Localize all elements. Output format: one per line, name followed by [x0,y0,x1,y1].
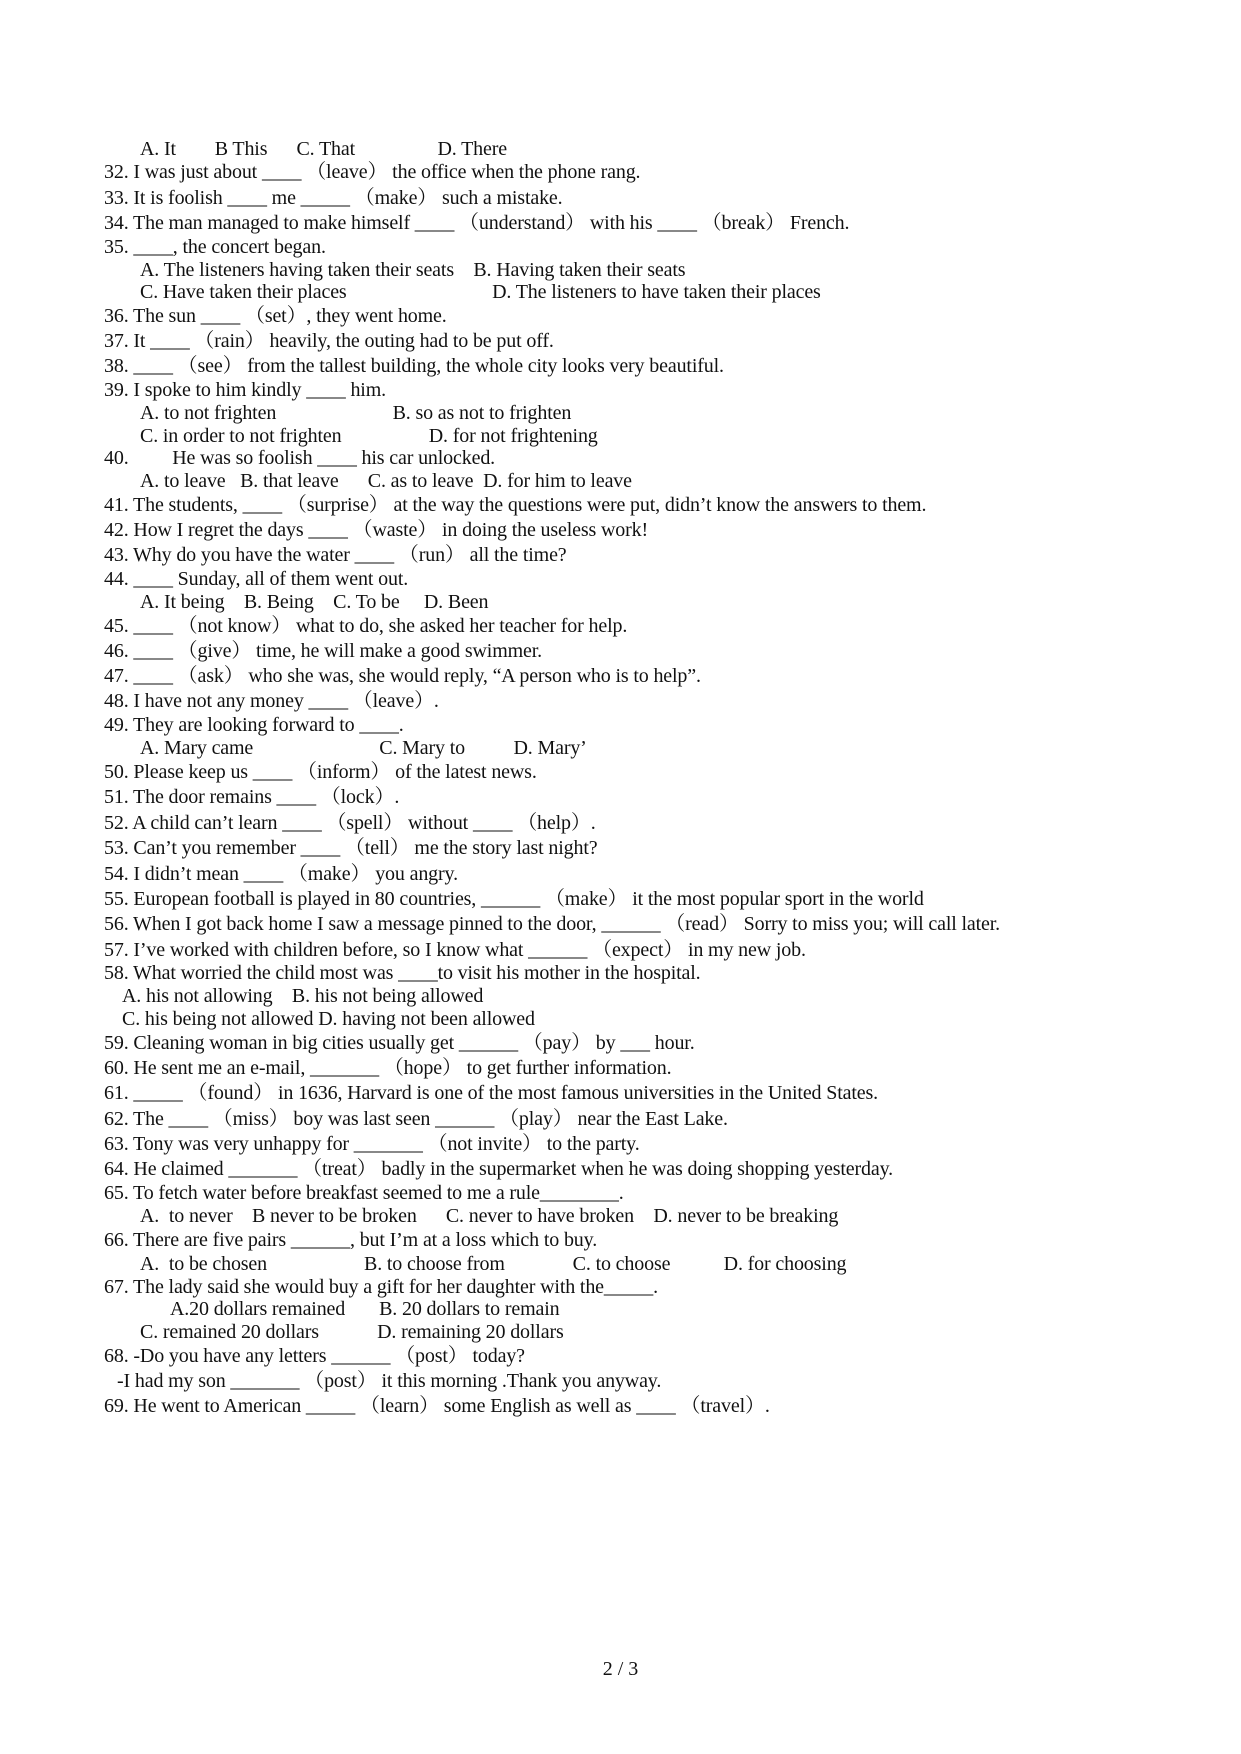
text-line: A.20 dollars remained B. 20 dollars to remain [170,1298,560,1320]
text-line: C. in order to not frighten D. for not frightening [140,425,598,447]
text-line: 66. There are five pairs ______, but I’m at a loss which to buy. [104,1229,598,1251]
text-line: 41. The students, ____ （surprise） at the way the questions were put, didn’t know the answers to them. [104,494,927,516]
text-line: C. Have taken their places D. The listeners to have taken their places [140,281,821,303]
text-line: 34. The man managed to make himself ____ （understand） with his ____ （break） French. [104,212,850,234]
text-line: 67. The lady said she would buy a gift for her daughter with the_____. [104,1276,659,1298]
text-line: -I had my son _______ （post） it this morning .Thank you anyway. [117,1370,662,1392]
text-line: 44. ____ Sunday, all of them went out. [104,568,409,590]
text-line: 64. He claimed _______ （treat） badly in the supermarket when he was doing shopping yesterday. [104,1158,893,1180]
text-line: 55. European football is played in 80 countries, ______ （make） it the most popular sport in the world [104,888,924,910]
text-line: 52. A child can’t learn ____ （spell） without ____ （help）. [104,812,596,834]
text-line: A. Mary came C. Mary to D. Mary’ [140,737,587,759]
text-line: 48. I have not any money ____ （leave）. [104,690,439,712]
text-line: A. The listeners having taken their seats B. Having taken their seats [140,259,686,281]
text-line: 39. I spoke to him kindly ____ him. [104,379,386,401]
text-line: 50. Please keep us ____ （inform） of the latest news. [104,761,537,783]
text-line: 49. They are looking forward to ____. [104,714,404,736]
text-line: 37. It ____ （rain） heavily, the outing had to be put off. [104,330,554,352]
page-number: 2 / 3 [602,1658,639,1680]
text-line: 38. ____ （see） from the tallest building, the whole city looks very beautiful. [104,355,724,377]
text-line: A. It being B. Being C. To be D. Been [140,591,489,613]
text-line: 43. Why do you have the water ____ （run） all the time? [104,544,567,566]
text-line: 59. Cleaning woman in big cities usually get ______ （pay） by ___ hour. [104,1032,695,1054]
text-line: C. remained 20 dollars D. remaining 20 dollars [140,1321,564,1343]
text-line: 35. ____, the concert began. [104,236,326,258]
text-line: 58. What worried the child most was ____to visit his mother in the hospital. [104,962,701,984]
text-line: 61. _____ （found） in 1636, Harvard is one of the most famous universities in the United States. [104,1082,878,1104]
text-line: A. to not frighten B. so as not to frighten [140,402,572,424]
text-line: 42. How I regret the days ____ （waste） in doing the useless work! [104,519,649,541]
text-line: 54. I didn’t mean ____ （make） you angry. [104,863,458,885]
text-line: 45. ____ （not know） what to do, she asked her teacher for help. [104,615,628,637]
text-line: 69. He went to American _____ （learn） some English as well as ____ （travel）. [104,1395,770,1417]
text-line: A. to never B never to be broken C. never to have broken D. never to be breaking [140,1205,839,1227]
text-line: A. It B This C. That D. There [140,138,507,160]
text-line: C. his being not allowed D. having not been allowed [122,1008,535,1030]
text-line: 53. Can’t you remember ____ （tell） me the story last night? [104,837,598,859]
text-line: 60. He sent me an e-mail, _______ （hope） to get further information. [104,1057,672,1079]
text-line: 47. ____ （ask） who she was, she would reply, “A person who is to help”. [104,665,701,687]
text-line: 36. The sun ____ （set）, they went home. [104,305,447,327]
text-line: A. to leave B. that leave C. as to leave D. for him to leave [140,470,632,492]
text-line: 51. The door remains ____ （lock）. [104,786,400,808]
text-line: 46. ____ （give） time, he will make a good swimmer. [104,640,542,662]
text-line: 68. -Do you have any letters ______ （post） today? [104,1345,525,1367]
text-line: 56. When I got back home I saw a message pinned to the door, ______ （read） Sorry to miss you; will call later. [104,913,1001,935]
text-line: A. to be chosen B. to choose from C. to choose D. for choosing [140,1253,847,1275]
text-line: 65. To fetch water before breakfast seemed to me a rule________. [104,1182,624,1204]
text-line: 40. He was so foolish ____ his car unlocked. [104,447,496,469]
text-line: 57. I’ve worked with children before, so I know what ______ （expect） in my new job. [104,939,806,961]
text-line: 62. The ____ （miss） boy was last seen ______ （play） near the East Lake. [104,1108,728,1130]
text-line: 63. Tony was very unhappy for _______ （not invite） to the party. [104,1133,640,1155]
text-line: 32. I was just about ____ （leave） the office when the phone rang. [104,161,641,183]
text-line: 33. It is foolish ____ me _____ （make） such a mistake. [104,187,563,209]
text-line: A. his not allowing B. his not being allowed [122,985,484,1007]
